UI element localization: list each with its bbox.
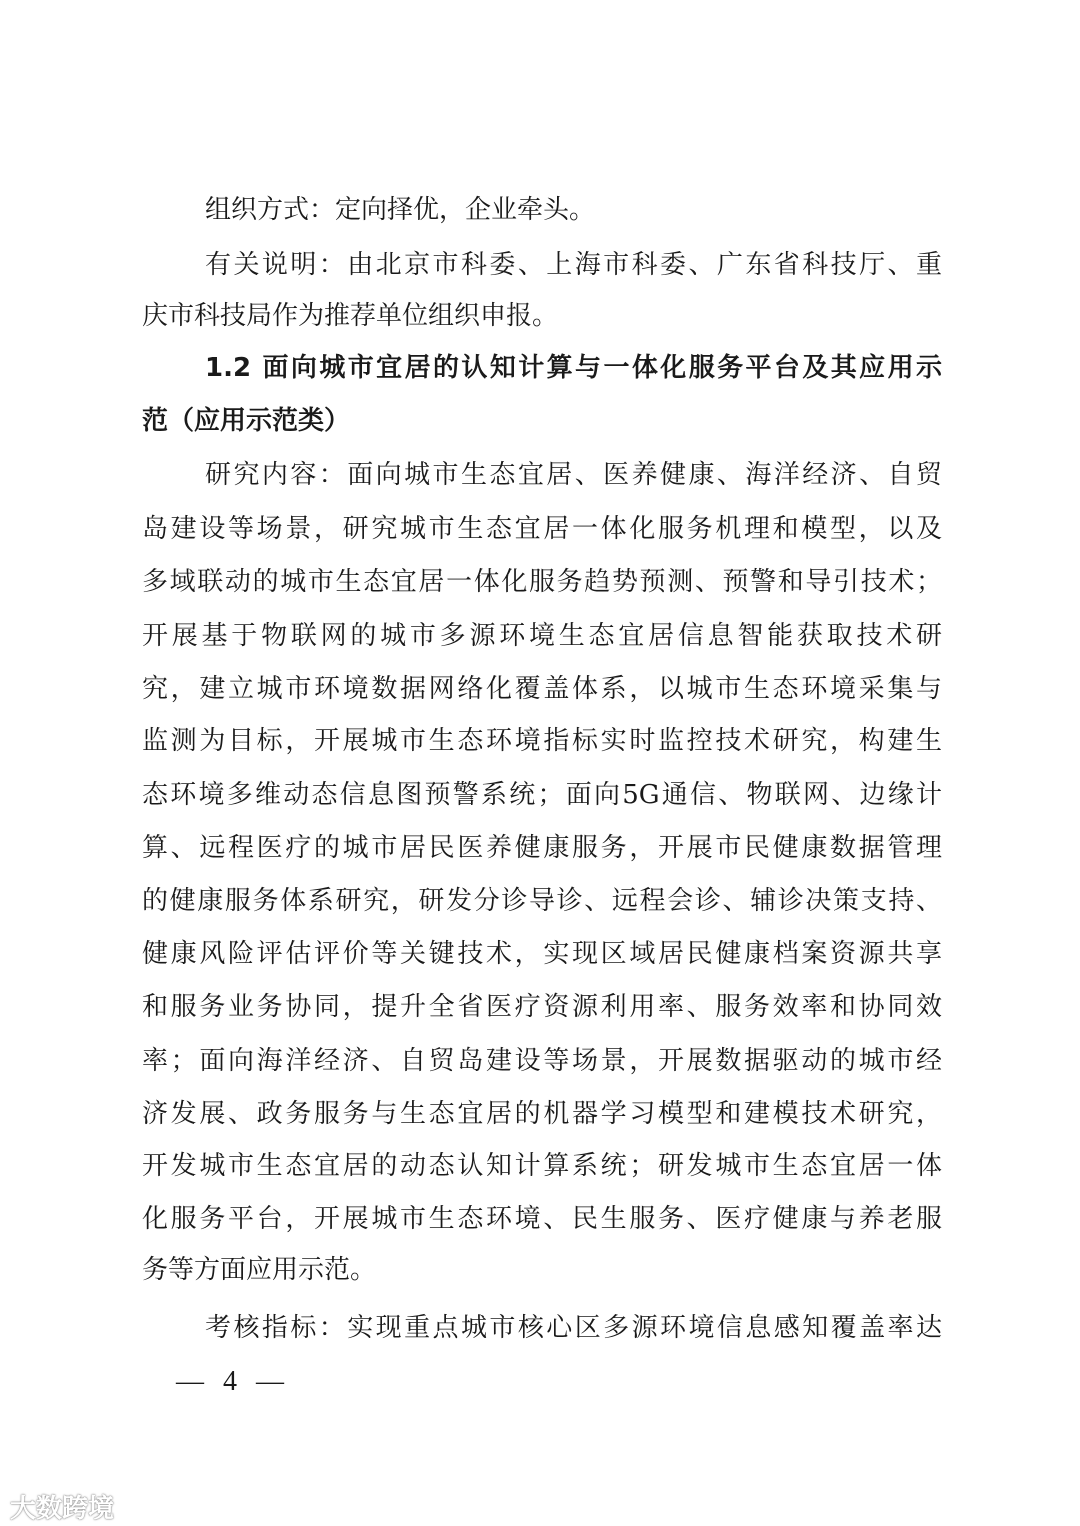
section-heading-line: 范（应用示范类） bbox=[142, 406, 351, 436]
paragraph-line: 态环境多维动态信息图预警系统；面向5G通信、物联网、边缘计 bbox=[142, 780, 942, 810]
paragraph-line: 化服务平台，开展城市生态环境、民生服务、医疗健康与养老服 bbox=[142, 1204, 942, 1234]
watermark-logo: 大数跨境 bbox=[10, 1494, 115, 1524]
paragraph-line: 务等方面应用示范。 bbox=[142, 1255, 377, 1285]
paragraph-line: 开展基于物联网的城市多源环境生态宜居信息智能获取技术研 bbox=[142, 621, 942, 651]
paragraph-line: 考核指标：实现重点城市核心区多源环境信息感知覆盖率达 bbox=[205, 1313, 942, 1343]
paragraph-line: 率；面向海洋经济、自贸岛建设等场景，开展数据驱动的城市经 bbox=[142, 1046, 942, 1076]
paragraph-line: 健康风险评估评价等关键技术，实现区域居民健康档案资源共享 bbox=[142, 939, 942, 969]
paragraph-line: 的健康服务体系研究，研发分诊导诊、远程会诊、辅诊决策支持、 bbox=[142, 886, 942, 916]
paragraph-line: 算、远程医疗的城市居民医养健康服务，开展市民健康数据管理 bbox=[142, 833, 942, 863]
paragraph-line: 究，建立城市环境数据网络化覆盖体系，以城市生态环境采集与 bbox=[142, 674, 942, 704]
page-number: — 4 — bbox=[176, 1366, 290, 1397]
paragraph-line: 监测为目标，开展城市生态环境指标实时监控技术研究，构建生 bbox=[142, 726, 942, 756]
paragraph-line: 开发城市生态宜居的动态认知计算系统；研发城市生态宜居一体 bbox=[142, 1151, 942, 1181]
paragraph-line: 和服务业务协同，提升全省医疗资源利用率、服务效率和协同效 bbox=[142, 992, 942, 1022]
paragraph-line: 有关说明：由北京市科委、上海市科委、广东省科技厅、重 bbox=[205, 250, 942, 280]
paragraph-line: 多域联动的城市生态宜居一体化服务趋势预测、预警和导引技术； bbox=[142, 567, 942, 597]
paragraph-line: 济发展、政务服务与生态宜居的机器学习模型和建模技术研究， bbox=[142, 1099, 942, 1129]
paragraph-line: 庆市科技局作为推荐单位组织申报。 bbox=[142, 301, 559, 331]
paragraph-line: 组织方式：定向择优，企业牵头。 bbox=[205, 195, 596, 225]
section-heading-line: 1.2 面向城市宜居的认知计算与一体化服务平台及其应用示 bbox=[205, 353, 942, 383]
paragraph-line: 研究内容：面向城市生态宜居、医养健康、海洋经济、自贸 bbox=[205, 460, 942, 490]
paragraph-line: 岛建设等场景，研究城市生态宜居一体化服务机理和模型，以及 bbox=[142, 514, 942, 544]
